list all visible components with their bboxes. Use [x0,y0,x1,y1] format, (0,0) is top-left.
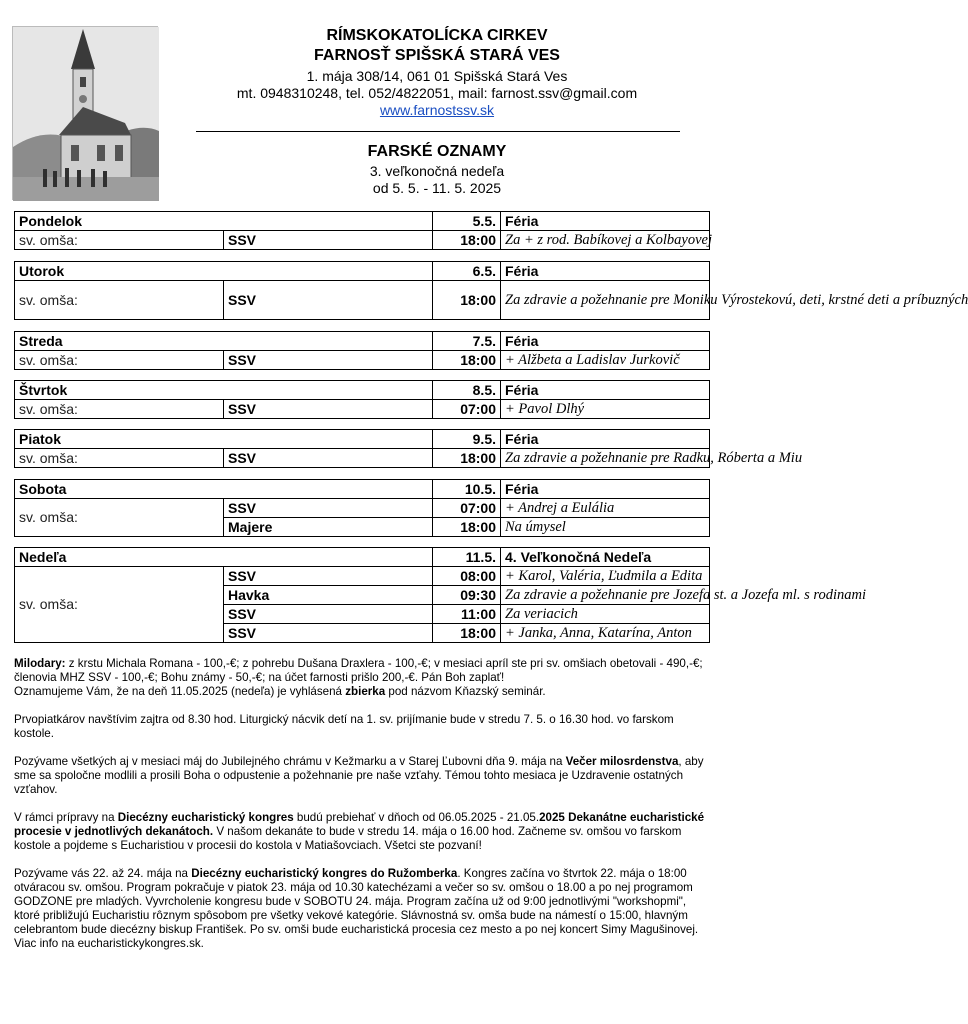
day-name: Utorok [15,262,433,281]
parish-contact [172,68,702,119]
week-name: 3. veľkonočná nedeľa [369,163,505,179]
mass-place: SSV [224,449,433,468]
mass-time: 08:00 [433,567,501,586]
feast-name: Féria [501,381,710,400]
mass-intention: Za + z rod. Babíkovej a Kolbayovej [501,231,710,250]
mass-intention: Za zdravie a požehnanie pre Radku, Róberta a Miu [501,449,710,468]
mercy-text: Pozývame všetkých aj v mesiaci máj do Jubilejného chrámu v Kežmarku a v Starej Ľubovni dňa 9. mája na [14,755,566,768]
collection-text-end: pod názvom Kňazský seminár. [385,685,546,698]
collection-paragraph [14,685,710,699]
day-date: 5.5. [433,212,501,231]
mass-time: 18:00 [433,351,501,370]
mass-intention: + Karol, Valéria, Ľudmila a Edita [501,567,710,586]
mass-intention: Za zdravie a požehnanie pre Jozefa st. a Jozefa ml. s rodinami [501,586,710,605]
ruzomberok-paragraph [14,867,710,951]
mass-place: Havka [224,586,433,605]
mass-place: SSV [224,231,433,250]
mass-time: 07:00 [433,499,501,518]
day-name: Sobota [15,480,433,499]
gifts-label: Milodary: [14,657,66,670]
collection-keyword: zbierka [345,685,386,698]
day-name: Streda [15,332,433,351]
day-block-monday [14,211,710,250]
date-range: od 5. 5. - 11. 5. 2025 [372,180,502,196]
mass-place: SSV [224,351,433,370]
website-link[interactable]: www.farnostssv.sk [379,102,495,118]
mass-time: 18:00 [433,231,501,250]
feast-name: Féria [501,332,710,351]
mass-category: sv. omša: [15,281,224,320]
mass-category: sv. omša: [15,351,224,370]
mass-place: SSV [224,605,433,624]
day-date: 10.5. [433,480,501,499]
day-name: Pondelok [15,212,433,231]
mass-intention: + Andrej a Eulália [501,499,710,518]
announcements [14,657,710,965]
day-date: 9.5. [433,430,501,449]
day-date: 7.5. [433,332,501,351]
congress-keyword: Diecézny eucharistický kongres [117,811,294,824]
header-divider [196,131,680,132]
mass-time: 18:00 [433,518,501,537]
day-name: Štvrtok [15,381,433,400]
mass-intention: + Janka, Anna, Katarína, Anton [501,624,710,643]
mass-place: SSV [224,624,433,643]
mass-time: 18:00 [433,281,501,320]
procession-keyword: 2025 Dekanátne eucharistické procesie v jednotlivých dekanátoch. [14,811,705,838]
day-name: Nedeľa [15,548,433,567]
mass-place: SSV [224,567,433,586]
mass-category: sv. omša: [15,231,224,250]
day-date: 6.5. [433,262,501,281]
bulletin-title: FARSKÉ OZNAMY [367,143,507,160]
mass-time: 18:00 [433,624,501,643]
collection-text: Oznamujeme Vám, že na deň 11.05.2025 (nedeľa) je vyhlásená [14,685,346,698]
congress-text: V rámci prípravy na [14,811,118,824]
org-line-1: RÍMSKOKATOLÍCKA CIRKEV [326,27,548,44]
feast-name: Féria [501,480,710,499]
mass-category: sv. omša: [15,449,224,468]
day-block-friday [14,429,803,468]
mass-place: SSV [224,400,433,419]
contact-line: mt. 0948310248, tel. 052/4822051, mail: farnost.ssv@gmail.com [236,85,638,101]
mass-category: sv. omša: [15,499,224,537]
mass-intention: Na úmysel [501,518,710,537]
congress-text-mid: budú prebiehať v dňoch od 06.05.2025 - 21.05. [293,811,540,824]
mass-place: Majere [224,518,433,537]
address-line: 1. mája 308/14, 061 01 Spišská Stará Ves [306,68,568,84]
feast-name: Féria [501,212,710,231]
day-date: 8.5. [433,381,501,400]
day-date: 11.5. [433,548,501,567]
rbk-text: Pozývame vás 22. až 24. mája na [14,867,192,880]
mass-place: SSV [224,281,433,320]
bulletin-subtitle [172,163,702,197]
day-block-saturday [14,479,710,537]
mass-intention: + Pavol Dlhý [501,400,710,419]
mass-intention: Za veriacich [501,605,710,624]
mass-time: 11:00 [433,605,501,624]
congress-text-end: V našom dekanáte to bude v stredu 14. mája o 16.00 hod. Začneme sv. omšou vo farskom kostole a pojdeme s Eucharistiou v procesii do kostola v Matiašovciach. Všetci ste pozvaní! [14,825,682,852]
feast-name: Féria [501,430,710,449]
feast-name: 4. Veľkonočná Nedeľa [501,548,710,567]
mass-time: 18:00 [433,449,501,468]
congress-paragraph [14,811,710,853]
org-line-2: FARNOSŤ SPIŠSKÁ STARÁ VES [314,47,560,64]
day-block-sunday [14,547,866,643]
day-name: Piatok [15,430,433,449]
day-block-tuesday [14,261,968,320]
day-block-thursday [14,380,710,419]
church-photo [12,26,158,200]
day-block-wednesday [14,331,710,370]
gifts-text: z krstu Michala Romana - 100,-€; z pohrebu Dušana Draxlera - 100,-€; v mesiaci apríl ste pri sv. omšiach obetovali - 490,-€; členovia MHZ SSV - 100,-€; Bohu známy - 50,-€; na účet farnosti prišlo 200,-€. Pán Boh zaplať! [14,657,703,684]
rbk-keyword: Diecézny eucharistický kongres do Ružomberka [191,867,458,880]
feast-name: Féria [501,262,710,281]
mass-intention: Za zdravie a požehnanie pre Moniku Výrostekovú, deti, krstné deti a príbuzných [501,281,710,320]
mass-intention: + Alžbeta a Ladislav Jurkovič [501,351,710,370]
mercy-text-end: , aby sme sa spoločne modlili a prosili Boha o odpustenie a požehnanie pre naše vzťahy. Témou tohto mesiaca je Uzdravenie ostatných vzťahov. [14,755,704,796]
parish-name [172,26,702,66]
mercy-paragraph [14,755,710,797]
gifts-paragraph [14,657,710,685]
rbk-text-end: . Kongres začína vo štvrtok 22. mája o 18:00 otváracou sv. omšou. Program pokračuje v piatok 23. mája od 10.30 katechézami a večer so sv. omšou o 18.00 a po nej programom GODZONE pre mladých. Vyvrcholenie kongresu bude v SOBOTU 24. mája. Program začína už od 9:00 jednotlivými "workshopmi", ktoré približujú Eucharistiu rôznym spôsobom pre všetky vekové kategórie. Slávnostná sv. omša bude na námestí o 15:00, hlavným celebrantom bude diecézny biskup František. Po sv. omši bude eucharistická procesia cez mesto a po nej koncert Simy Magušinovej. Viac info na eucharistickykongres.sk. [14,867,699,950]
mass-time: 09:30 [433,586,501,605]
mercy-keyword: Večer milosrdenstva [565,755,679,768]
first-friday-paragraph: Prvopiatkárov navštívim zajtra od 8.30 hod. Liturgický nácvik detí na 1. sv. prijímanie bude v stredu 7. 5. o 16.30 hod. vo farskom kostole. [14,713,674,740]
mass-category: sv. omša: [15,567,224,643]
mass-place: SSV [224,499,433,518]
mass-time: 07:00 [433,400,501,419]
mass-category: sv. omša: [15,400,224,419]
